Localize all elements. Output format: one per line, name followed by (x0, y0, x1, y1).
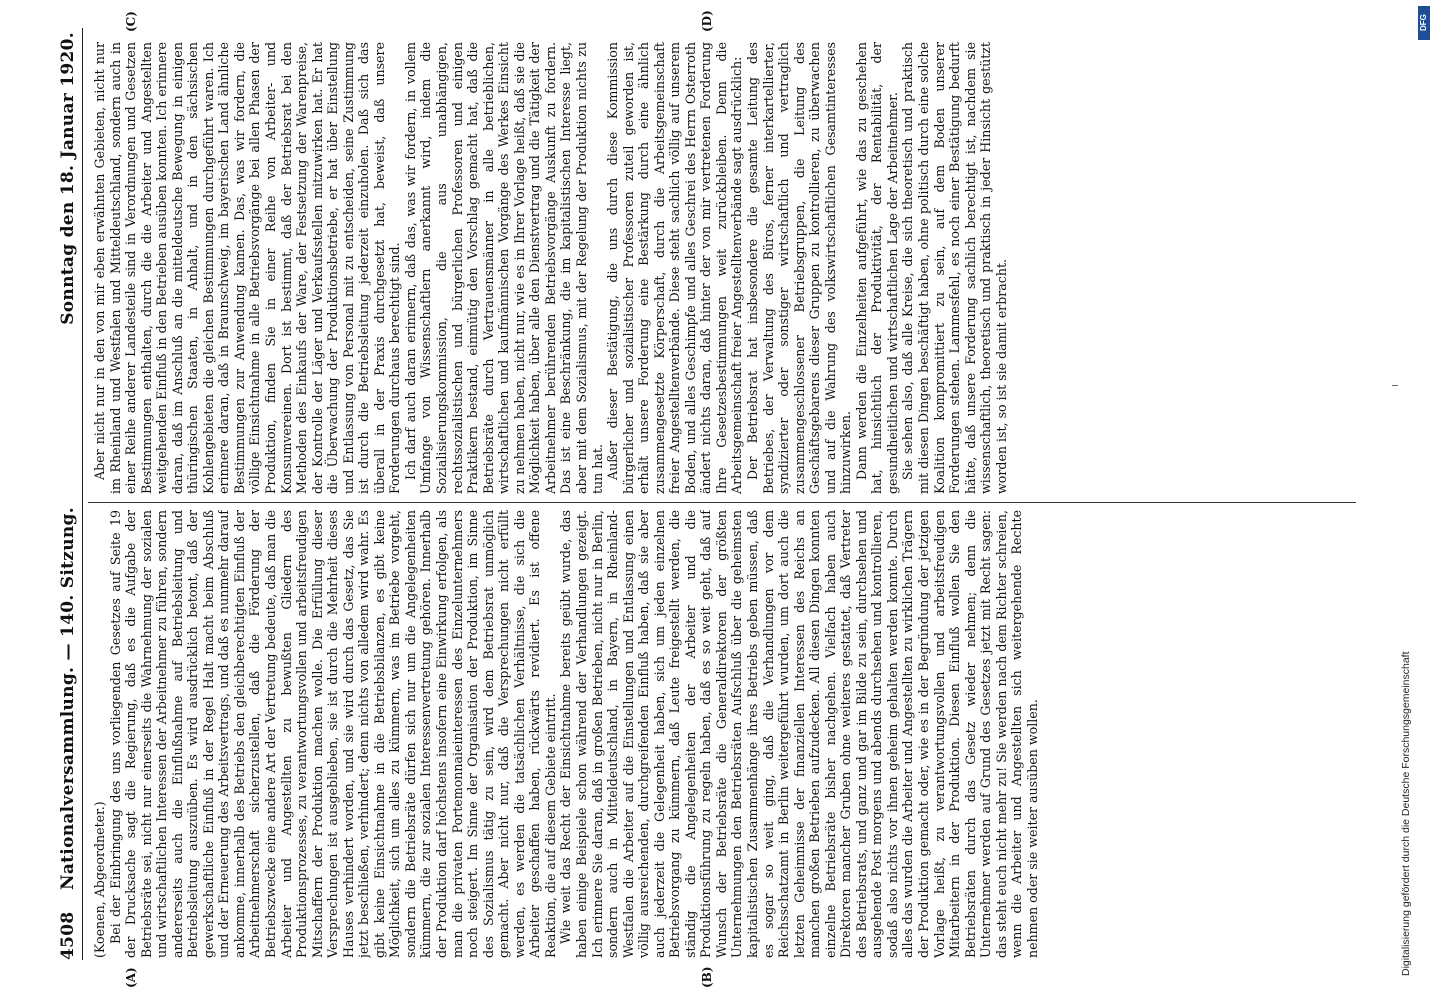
dfg-logo-icon: DFG (1418, 6, 1430, 40)
digitization-footer (1386, 10, 1430, 990)
paragraph: Bei der Einbringung des uns vorliegenden Gesetzes auf Seite 19 der Drucksache sagt die Regierung, daß es die Aufgabe der Betriebsräte sei, nicht nur einerseits die Wahrnehmung der sozialen und wirtschaftlichen Interessen der Arbeitnehmer zu führen, sondern andererseits auch die Einflußnahme auf Betriebsleitung und Betriebsleitung auszuüben. Es wird ausdrücklich betont, daß der gewerkschaftliche Einfluß in der Regel Halt macht beim Abschluß und der Erneuerung des Arbeitsvertrags, und daß es nunmehr darauf ankomme, innerhalb des Betriebs den gleichberechtigten Einfluß der Arbeitnehmerschaft sicherzustellen, daß die Förderung der Betriebszwecke eine andere Art der Vertretung bedeute, daß man die Arbeiter und Angestellten zu bewußten Gliedern des Produktionsprozesses, zu verantwortungsvollen und arbeitsfreudigen Mitschaffern der Produktion machen wolle. Die Erfüllung dieser Versprechungen ist ausgeblieben, sie ist durch die Mehrheit dieses Hauses verhindert worden, und sie wird durch das Gesetz, das Sie jetzt beschließen, verhindert; denn nichts von alledem wird wahr. Es gibt keine Einsichtnahme in die Betriebsbilanzen, es gibt keine Möglichkeit, sich um alles zu kümmern, was im Betriebe vorgeht, sondern die Betriebsräte dürfen sich nur um die Angelegenheiten kümmern, die zur sozialen Interessenvertretung gehören. Innerhalb der Produktion darf höchstens insofern eine Einwirkung erfolgen, als man die privaten Portemonnaieinteressen des Einzelunternehmers noch steigert. Im Sinne der Organisation der Produktion, im Sinne des Sozialismus tätig zu sein, wird dem Betriebsrat unmöglich gemacht. Aber nicht nur, daß die Versprechungen nicht erfüllt werden, es werden die tatsächlichen Verhältnisse, die sich die Arbeiter geschaffen haben, rückwärts revidiert. Es ist offene Reaktion, die auf diesem Gebiete eintritt. (107, 510, 558, 958)
margin-marker-c: (C) (124, 11, 138, 32)
dfg-credit-text: Digitalisierung gefördert durch die Deutsche Forschungsgemeinschaft (1400, 651, 1412, 976)
speaker-line: (Koenen, Abgeordneter.) (92, 801, 107, 958)
right-text-column (92, 42, 1354, 494)
margin-marker-d: (D) (700, 10, 714, 32)
page-header (58, 28, 83, 960)
left-text-column (92, 510, 1354, 958)
paragraph: Sie sehen also, daß alle Kreise, die sich theoretisch und praktisch mit diesen Dingen beschäftigt haben, ohne politisch durch eine solche Koalition kompromittiert zu sein, auf dem Boden unserer Forderungen stehen. Lammesfehl, es noch einer Bestätigung bedurft hätte, daß unsere Forderung sachlich berechtigt ist, nachdem sie wissenschaftlich, theoretisch und praktisch in jeder Hinsicht gestützt worden ist, so ist sie damit erbracht. (900, 42, 1009, 494)
page-number: 4508 (58, 911, 78, 960)
paragraph: Dann werden die Einzelheiten aufgeführt, wie das zu geschehen hat, hinsichtlich der Produktivität, der Rentabilität, der gesundheitlichen und wirtschaftlichen Lage der Arbeitnehmer. (853, 42, 900, 494)
page-title: Nationalversammlung. — 140. Sitzung. (58, 507, 78, 890)
column-divider (88, 502, 1356, 503)
margin-marker-b: (B) (700, 966, 714, 988)
paragraph: Wie weit das Recht der Einsichtnahme bereits geübt wurde, das haben einige Beispiele schon während der Verhandlungen gezeigt. Ich erinnere Sie daran, daß in großen Betrieben, nicht nur in Berlin, sondern auch in Mitteldeutschland, in Bayern, in Rheinland-Westfalen die Arbeiter auf die Einstellungen und Entlassung einen völlig ausreichenden, durchgreifenden Einfluß haben, daß sie aber auch jederzeit die Gelegenheit haben, sich um jeden einzelnen Betriebsvorgang zu kümmern, daß Leute freigestellt werden, die ständig die Angelegenheiten der Arbeiter und die Produktionsführung zu regeln haben, daß es so weit geht, daß auf Wunsch der Betriebsräte die Generaldirektoren der größten Unternehmungen den Betriebsräten Aufschluß über die geheimsten kapitalistischen Zusammenhänge ihres Betriebs geben müssen, daß es sogar so weit ging, daß die Verhandlungen vor dem Reichsschatzamt in Berlin weitergeführt wurden, um dort auch die letzten Geheimnisse der finanziellen Interessen des Reichs an manchen großen Betrieben aufzudecken. All diesen Dingen konnten einzelne Betriebsräte bisher nachgehen. Vielfach haben auch Direktoren mancher Gruben ohne weiteres gestattet, daß Vertreter des Betriebsrats, und ganz und gar im Bilde zu sein, durchsehen und ausgehende Post morgens und abends durchsehen und kontrollieren, sodaß also nichts vor ihnen geheim gehalten werden konnte. Durch alles das wurden die Arbeiter und Angestellten zu wirklichen Trägern der Produktion gemacht oder, wie es in der Begründung der jetzigen Vorlage heißt, zu verantwortungsvollen und arbeitsfreudigen Mitarbeitern in der Produktion. Diesen Einfluß wollen Sie den Betriebsräten durch das Gesetz wieder nehmen; denn die Unternehmer werden auf Grund des Gesetzes jetzt mit Recht sagen: das steht euch nicht mehr zu! Sie werden nach dem Richter schreien, wenn die Arbeiter und Angestellten sich weitergehende Rechte nehmen oder sie weiter ausüben wollen. (558, 510, 1040, 958)
paragraph: Ich darf auch daran erinnern, daß das, was wir fordern, in vollem Umfange von Wissenschaftlern anerkannt wird, indem die Sozialisierungskommission, die aus unabhängigen, rechtssozialistischen und bürgerlichen Professoren und einigen Praktikern bestand, einmütig den Vorschlag gemacht hat, daß die Betriebsräte durch Vertrauensmänner in alle betrieblichen, wirtschaftlichen und kaufmännischen Vorgänge des Werkes Einsicht zu nehmen haben, nicht nur, wie es in Ihrer Vorlage heißt, daß sie die Möglichkeit haben, über alle den Dienstvertrag und die Tätigkeit der Arbeitnehmer berührenden Betriebsvorgänge Auskunft zu fordern. Das ist eine Beschränkung, die im kapitalistischen Interesse liegt, aber mit dem Sozialismus, mit der Regelung der Produktion nichts zu tun hat. (402, 42, 605, 494)
session-date: Sonntag den 18. Januar 1920. (58, 32, 78, 325)
scanned-page (6, 0, 1386, 1000)
margin-marker-a: (A) (124, 967, 138, 988)
paragraph: Aber nicht nur in den von mir eben erwähnten Gebieten, nicht nur im Rheinland und Westfalen und Mitteldeutschland, sondern auch in einer Reihe anderer Landesteile sind in Verordnungen und Gesetzen Bestimmungen enthalten, durch die die Arbeiter und Angestellten weitgehenden Einfluß in den Betrieben ausüben konnten. Ich erinnere daran, daß im Anschluß an die mitteldeutsche Bewegung in einigen thüringischen Staaten, in Anhalt, und in den sächsischen Kohlengebieten die gleichen Bestimmungen durchgeführt waren. Ich erinnere daran, daß in Braunschweig, im bayerischen Land ähnliche Bestimmungen zur Anwendung kamen. Das, was wir fordern, die völlige Einsichtnahme in alle Betriebsvorgänge bei allen Phasen der Produktion, finden Sie in einer Reihe von Arbeiter- und Konsumvereinen. Dort ist bestimmt, daß der Betriebsrat bei den Methoden des Einkaufs der Ware, der Festsetzung der Warenpreise, der Kontrolle der Läger und Verkaufsstellen mitzuwirken hat. Er hat die Überwachung der Produktionsbetriebe, er hat über Einstellung und Entlassung von Personal mit zu entscheiden, seine Zustimmung ist durch die Betriebsleitung jederzeit einzuholen. Daß sich das überall in der Praxis durchgesetzt hat, beweist, daß unsere Forderungen durchaus berechtigt sind. (92, 42, 403, 494)
quoted-paragraph: Der Betriebsrat hat insbesondere die gesamte Leitung des Betriebes, der Verwaltung des Büros, ferner interkartellierter, syndizierter oder sonstiger wirtschaftlich und vertraglich zusammengeschlossener Betriebsgruppen, die Leitung des Geschäftsgebarens dieser Gruppen zu kontrollieren, zu überwachen und auf die Wahrung des volkswirtschaftlichen Gesamtinteresses hinzuwirken. (744, 42, 854, 494)
paragraph: Außer dieser Bestätigung, die uns durch diese Kommission bürgerlicher und sozialistischer Professoren zuteil geworden ist, erhält unsere Forderung eine Bestärkung durch eine ähnlich zusammengesetzte Körperschaft, durch die Arbeitsgemeinschaft freier Angestelltenverbände. Diese steht sachlich völlig auf unserem Boden, und alles Geschimpfe und alles Geschrei des Herrn Osterroth ändert nichts daran, daß hinter der von mir vertretenen Forderung Ihre Gesetzesbestimmungen weit zurückbleiben. Denn die Arbeitsgemeinschaft freier Angestelltenverbände sagt ausdrücklich: (605, 42, 745, 494)
